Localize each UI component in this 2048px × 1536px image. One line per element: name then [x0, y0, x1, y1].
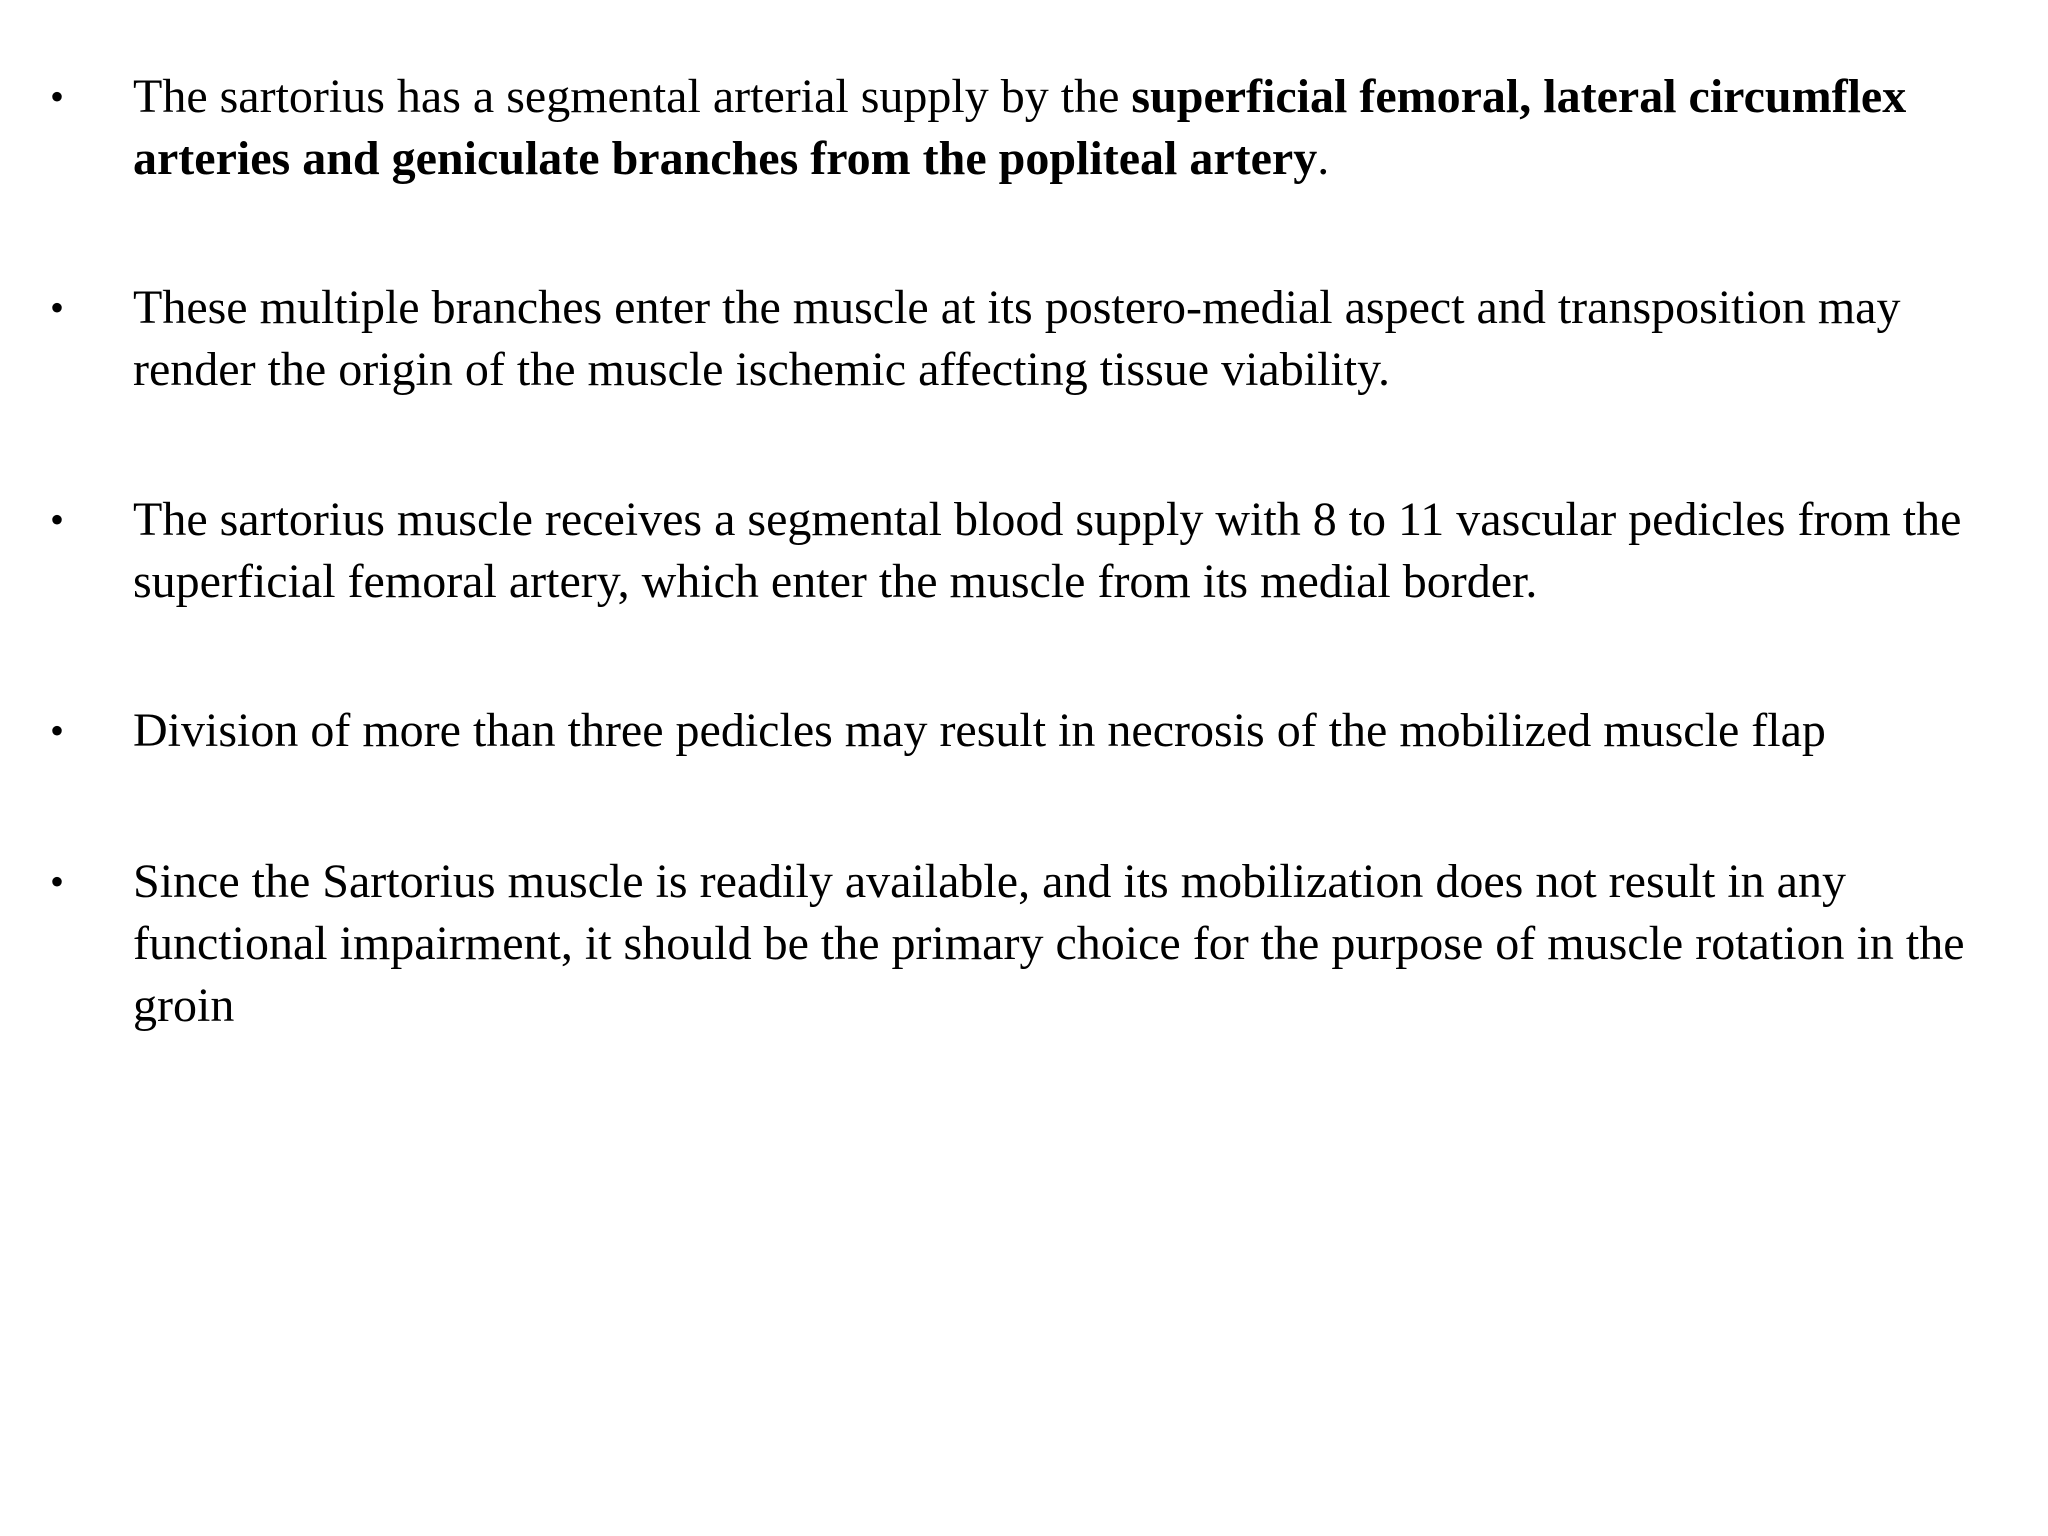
- bullet-text: Division of more than three pedicles may result in necrosis of the mobilized muscle flap: [133, 704, 1826, 757]
- bullet-icon: •: [50, 708, 65, 753]
- bullet-icon: •: [50, 859, 65, 904]
- bullet-text-bold: superficial femoral, lateral circumflex arteries and geniculate branches from the popliteal artery: [133, 70, 1907, 185]
- bullet-text-end: .: [1317, 132, 1330, 185]
- bullet-text: The sartorius muscle receives a segmental blood supply with 8 to 11 vascular pedicles from the superficial femoral artery, which enter the muscle from its medial border.: [133, 493, 1962, 608]
- bullet-text: These multiple branches enter the muscle at its postero-medial aspect and transposition may render the origin of the muscle ischemic affecting tissue viability.: [133, 281, 1901, 396]
- bullet-icon: •: [50, 285, 65, 330]
- bullet-text: Since the Sartorius muscle is readily available, and its mobilization does not result in any functional impairment, it should be the primary choice for the purpose of muscle rotation in the groin: [133, 855, 1965, 1032]
- bullet-icon: •: [50, 74, 65, 119]
- bullet-icon: •: [50, 497, 65, 542]
- bullet-text: [133, 66, 2013, 190]
- bullet-text-plain: The sartorius has a segmental arterial supply by the: [133, 70, 1132, 123]
